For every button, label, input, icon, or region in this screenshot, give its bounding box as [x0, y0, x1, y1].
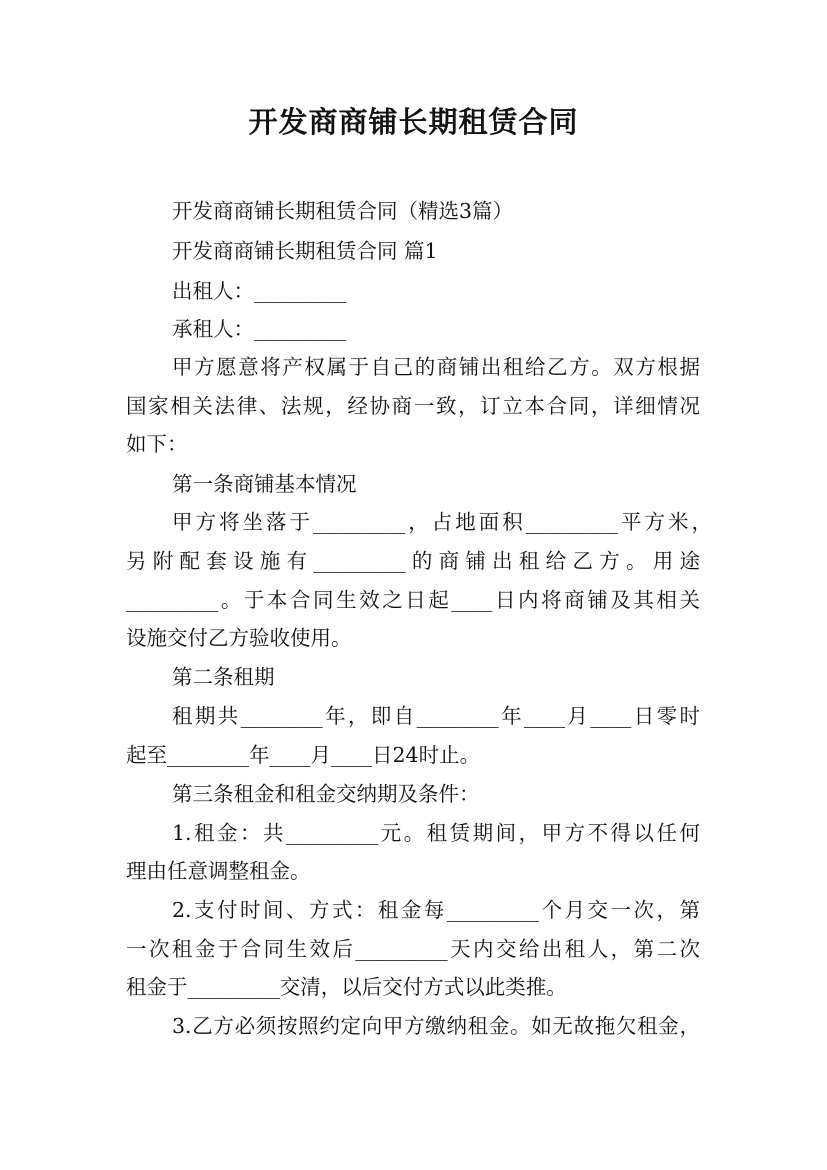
article-heading: 第二条租期	[172, 665, 275, 689]
article-heading: 第一条商铺基本情况	[172, 472, 357, 496]
paragraph-line: 甲方愿意将产权属于自己的商铺出租给乙方。双方根据	[172, 355, 700, 379]
paragraph-line: 如下：	[126, 432, 188, 456]
paragraph-line: 另附配套设施有_________的商铺出租给乙方。用途	[126, 549, 700, 573]
paragraph-line: 2.支付时间、方式：租金每_________个月交一次，第	[172, 898, 700, 922]
paragraph-line: 租期共________年，即自________年____月____日零时	[172, 704, 700, 728]
section-heading: 开发商商铺长期租赁合同 篇1	[172, 239, 438, 263]
lessee-field: 承租人：_________	[172, 317, 347, 341]
paragraph-line: 理由任意调整租金。	[126, 859, 311, 883]
paragraph-line: 1.租金：共_________元。租赁期间，甲方不得以任何	[172, 821, 700, 845]
lessor-field: 出租人：_________	[172, 279, 347, 303]
paragraph-line: 3.乙方必须按照约定向甲方缴纳租金。如无故拖欠租金，	[172, 1014, 700, 1038]
paragraph-line: 设施交付乙方验收使用。	[126, 626, 352, 650]
paragraph-line: 甲方将坐落于_________，占地面积_________平方米，	[172, 510, 712, 534]
paragraph-line: 一次租金于合同生效后_________天内交给出租人，第二次	[126, 937, 700, 961]
document-subtitle: 开发商商铺长期租赁合同（精选3篇）	[172, 199, 514, 223]
document-title: 开发商商铺长期租赁合同	[248, 105, 579, 139]
paragraph-line: 起至________年____月____日24时止。	[126, 743, 481, 767]
article-heading: 第三条租金和租金交纳期及条件：	[172, 782, 480, 806]
paragraph-line: 国家相关法律、法规，经协商一致，订立本合同，详细情况	[126, 394, 700, 418]
paragraph-line: 租金于_________交清，以后交付方式以此类推。	[126, 975, 567, 999]
paragraph-line: _________。于本合同生效之日起____日内将商铺及其相关	[126, 588, 700, 612]
